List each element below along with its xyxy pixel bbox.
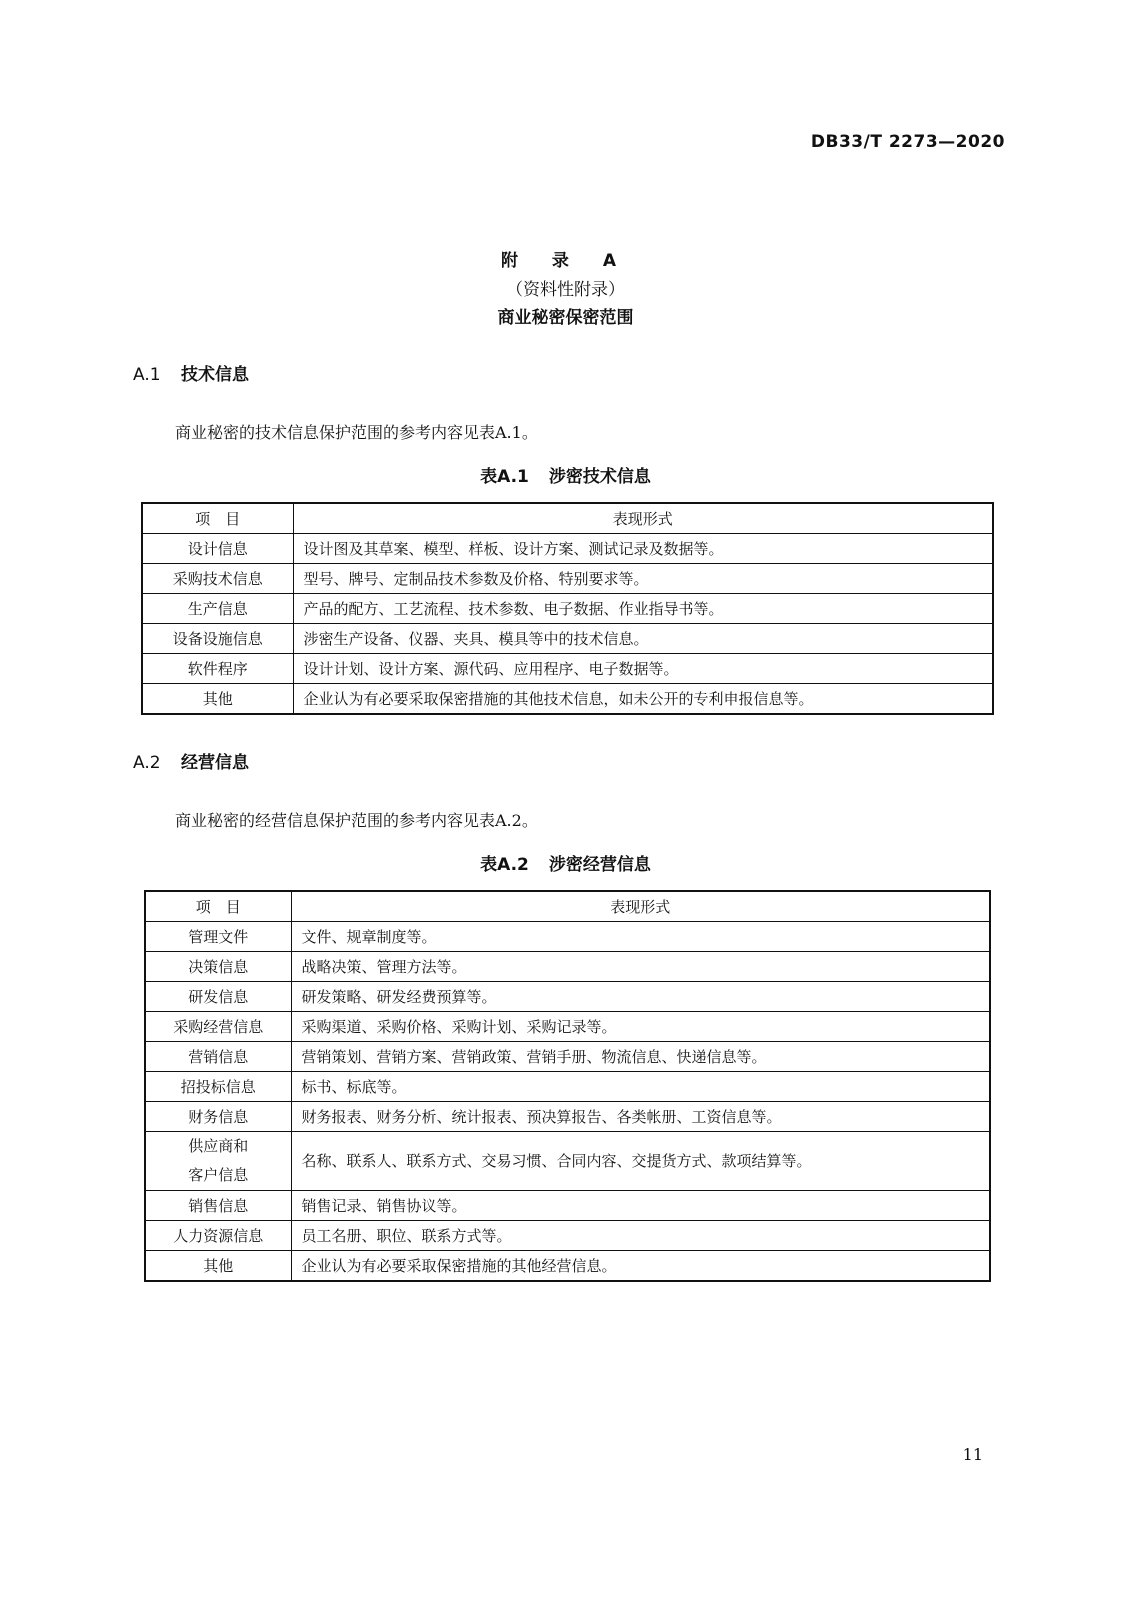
row-description: 采购渠道、采购价格、采购计划、采购记录等。 [291, 1012, 990, 1042]
table-caption-number: 表A.2 [480, 855, 529, 875]
section-number: A.1 [133, 365, 161, 385]
section-heading-a2 [133, 748, 249, 773]
table-row [145, 1072, 990, 1102]
row-item: 采购经营信息 [145, 1012, 291, 1042]
row-item: 招投标信息 [145, 1072, 291, 1102]
section-number: A.2 [133, 753, 161, 773]
row-item: 采购技术信息 [142, 564, 293, 594]
row-item-line: 客户信息 [188, 1166, 249, 1184]
table-row [145, 952, 990, 982]
table-row [142, 594, 993, 624]
row-item: 其他 [142, 684, 293, 715]
table-row [142, 684, 993, 715]
table-row [145, 922, 990, 952]
table-header-row [142, 503, 993, 534]
table-row [142, 564, 993, 594]
row-description: 战略决策、管理方法等。 [291, 952, 990, 982]
row-description: 企业认为有必要采取保密措施的其他技术信息，如未公开的专利申报信息等。 [293, 684, 993, 715]
page-number: 11 [962, 1445, 983, 1464]
row-item: 设备设施信息 [142, 624, 293, 654]
row-description: 营销策划、营销方案、营销政策、营销手册、物流信息、快递信息等。 [291, 1042, 990, 1072]
column-header-item: 项 目 [145, 891, 291, 922]
row-item: 研发信息 [145, 982, 291, 1012]
table-row [145, 982, 990, 1012]
column-header-form: 表现形式 [291, 891, 990, 922]
table-a2-business-info [144, 890, 991, 1282]
section-title: 经营信息 [181, 753, 249, 773]
row-description: 销售记录、销售协议等。 [291, 1191, 990, 1221]
table-row [145, 1042, 990, 1072]
standard-code: DB33/T 2273—2020 [810, 132, 1005, 152]
table-row [145, 1251, 990, 1282]
row-description: 设计图及其草案、模型、样板、设计方案、测试记录及数据等。 [293, 534, 993, 564]
table-caption-title: 涉密技术信息 [548, 467, 651, 487]
column-header-form: 表现形式 [293, 503, 993, 534]
section-paragraph-a2: 商业秘密的经营信息保护范围的参考内容见表A.2。 [175, 811, 538, 830]
row-description: 财务报表、财务分析、统计报表、预决算报告、各类帐册、工资信息等。 [291, 1102, 990, 1132]
row-description: 员工名册、职位、联系方式等。 [291, 1221, 990, 1251]
table-caption-number: 表A.1 [480, 467, 529, 487]
table-row [145, 1012, 990, 1042]
row-item: 管理文件 [145, 922, 291, 952]
column-header-item: 项 目 [142, 503, 293, 534]
row-description: 企业认为有必要采取保密措施的其他经营信息。 [291, 1251, 990, 1282]
row-description: 文件、规章制度等。 [291, 922, 990, 952]
appendix-type: （资料性附录） [506, 280, 625, 300]
row-item [145, 1132, 291, 1191]
table-row [145, 1221, 990, 1251]
row-item: 其他 [145, 1251, 291, 1282]
table-caption-title: 涉密经营信息 [548, 855, 651, 875]
row-item: 软件程序 [142, 654, 293, 684]
row-description: 型号、牌号、定制品技术参数及价格、特别要求等。 [293, 564, 993, 594]
table-row [142, 624, 993, 654]
row-description: 名称、联系人、联系方式、交易习惯、合同内容、交提货方式、款项结算等。 [291, 1132, 990, 1191]
table-row [142, 654, 993, 684]
section-paragraph-a1: 商业秘密的技术信息保护范围的参考内容见表A.1。 [175, 423, 538, 442]
appendix-title: 附 录 A [501, 251, 630, 271]
row-item: 决策信息 [145, 952, 291, 982]
row-item-line: 供应商和 [188, 1137, 249, 1155]
table-row [145, 1191, 990, 1221]
row-item: 生产信息 [142, 594, 293, 624]
section-title: 技术信息 [181, 365, 249, 385]
table-row [145, 1132, 990, 1191]
row-item: 营销信息 [145, 1042, 291, 1072]
row-item: 设计信息 [142, 534, 293, 564]
table-row [142, 534, 993, 564]
table-row [145, 1102, 990, 1132]
row-description: 设计计划、设计方案、源代码、应用程序、电子数据等。 [293, 654, 993, 684]
row-item: 销售信息 [145, 1191, 291, 1221]
row-description: 涉密生产设备、仪器、夹具、模具等中的技术信息。 [293, 624, 993, 654]
row-item: 财务信息 [145, 1102, 291, 1132]
table-caption-a1 [0, 462, 1131, 487]
table-caption-a2 [0, 850, 1131, 875]
table-a1-technical-info [141, 502, 994, 715]
row-description: 研发策略、研发经费预算等。 [291, 982, 990, 1012]
appendix-name: 商业秘密保密范围 [497, 308, 634, 328]
row-description: 产品的配方、工艺流程、技术参数、电子数据、作业指导书等。 [293, 594, 993, 624]
section-heading-a1 [133, 360, 249, 385]
row-item: 人力资源信息 [145, 1221, 291, 1251]
row-description: 标书、标底等。 [291, 1072, 990, 1102]
table-header-row [145, 891, 990, 922]
